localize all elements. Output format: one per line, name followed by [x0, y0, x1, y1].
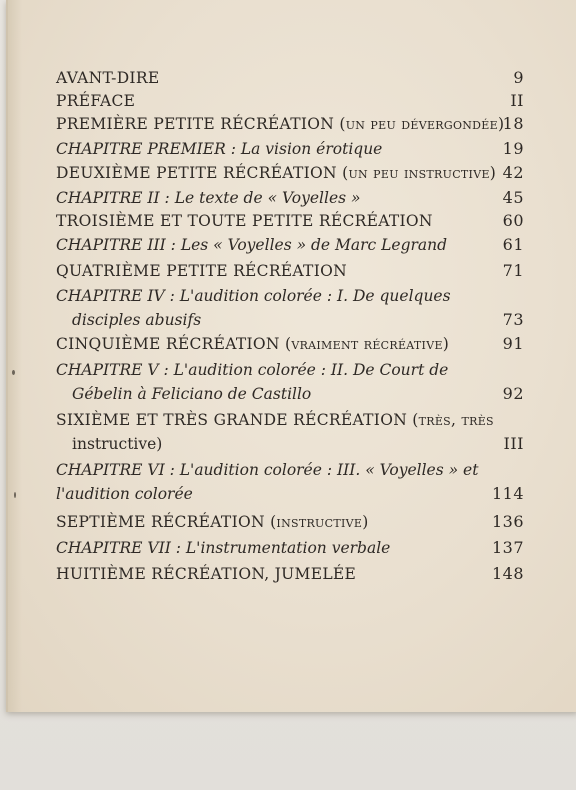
toc-entry-sixieme-recreation: [52, 408, 524, 456]
toc-entry-label: DEUXIÈME PETITE RÉCRÉATION (un peu instructive): [56, 164, 497, 182]
toc-entry-page: 19: [502, 139, 524, 158]
toc-entry-page: II: [510, 91, 524, 110]
toc-entry-label: CHAPITRE PREMIER : La vision érotique: [56, 140, 383, 158]
book-page: [6, 0, 576, 712]
toc-entry-page: III: [503, 434, 524, 453]
toc-entry-label: CHAPITRE VI : L'audition colorée : III. « Voyelles » et: [56, 461, 479, 479]
toc-entry-label: CHAPITRE IV : L'audition colorée : I. De quelques: [56, 287, 451, 305]
toc-entry-page: 137: [491, 538, 524, 557]
paper-speck: [12, 370, 15, 375]
toc-entry-label: CHAPITRE III : Les « Voyelles » de Marc Legrand: [56, 236, 448, 254]
toc-entry-label: CHAPITRE VII : L'instrumentation verbale: [56, 539, 391, 557]
toc-entry-label-continued: Gébelin à Feliciano de Castillo: [72, 385, 312, 403]
paper-speck: [14, 492, 16, 498]
toc-entry-page: 60: [502, 211, 524, 230]
toc-entry-label-continued: l'audition colorée: [56, 485, 193, 503]
toc-entry-label: CHAPITRE V : L'audition colorée : II. De Court de: [56, 361, 449, 379]
toc-entry-page: 18: [502, 114, 524, 133]
toc-entry-label: SIXIÈME ET TRÈS GRANDE RÉCRÉATION (très, très: [56, 411, 494, 429]
toc-entry-label: QUATRIÈME PETITE RÉCRÉATION: [56, 262, 347, 280]
toc-entry-label: HUITIÈME RÉCRÉATION, JUMELÉE: [56, 565, 357, 583]
toc-entry-page: 42: [502, 163, 524, 182]
toc-entry-page: 9: [513, 68, 524, 87]
toc-entry-label: CINQUIÈME RÉCRÉATION (vraiment récréative): [56, 335, 450, 353]
toc-entry-page: 148: [491, 564, 524, 583]
toc-entry-page: 114: [491, 484, 524, 503]
toc-entry-page: 61: [502, 235, 524, 254]
toc-entry-label: TROISIÈME ET TOUTE PETITE RÉCRÉATION: [56, 212, 433, 230]
toc-entry-label: CHAPITRE II : Le texte de « Voyelles »: [56, 189, 361, 207]
toc-entry-chapitre-vi: [52, 458, 524, 506]
toc-entry-label: PRÉFACE: [56, 92, 136, 110]
toc-entry-label-continued: instructive): [72, 435, 163, 453]
toc-entry-label: PREMIÈRE PETITE RÉCRÉATION (un peu dévergondée): [56, 115, 505, 133]
toc-entry-chapitre-iv: [52, 284, 524, 332]
toc-entry-chapitre-v: [52, 358, 524, 406]
toc-entry-page: 136: [491, 512, 524, 531]
toc-entry-page: 45: [502, 188, 524, 207]
page-gutter-shadow: [8, 0, 22, 712]
toc-entry-page: 73: [502, 310, 524, 329]
toc-entry-label: AVANT-DIRE: [56, 69, 160, 87]
toc-entry-page: 71: [502, 261, 524, 280]
toc-entry-label: SEPTIÈME RÉCRÉATION (instructive): [56, 513, 369, 531]
toc-entry-page: 91: [502, 334, 524, 353]
toc-entry-page: 92: [502, 384, 524, 403]
toc-entry-label-continued: disciples abusifs: [72, 311, 202, 329]
